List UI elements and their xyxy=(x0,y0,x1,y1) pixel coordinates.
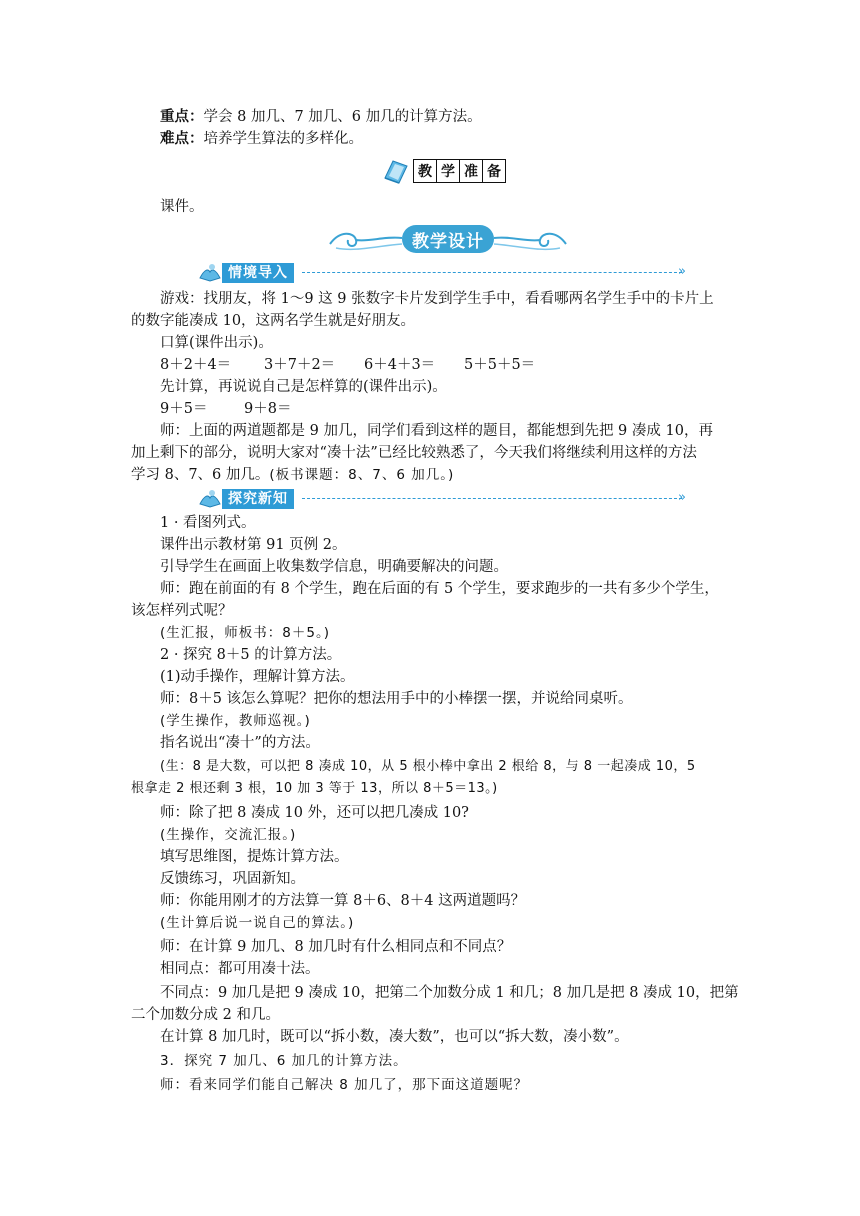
design-title: 教学设计 xyxy=(402,225,494,253)
board-note: (板书课题：8、7、6 加几。) xyxy=(269,467,455,483)
text-line: 课件出示教材第 91 页例 2。 xyxy=(160,537,347,553)
text-line: 反馈练习，巩固新知。 xyxy=(160,871,305,887)
text-line: 2 · 探究 8＋5 的计算方法。 xyxy=(160,647,342,663)
book-icon xyxy=(383,158,409,184)
section-title: 探究新知 xyxy=(222,489,294,509)
text-line: (1)动手操作，理解计算方法。 xyxy=(160,669,355,685)
double-chevron-icon: » xyxy=(678,490,686,505)
text-line: 二个加数分成 2 和几。 xyxy=(131,1007,280,1023)
design-banner xyxy=(326,222,570,258)
equation: 6＋4＋3＝ xyxy=(364,357,436,373)
text-line: 师：除了把 8 凑成 10 外，还可以把几凑成 10? xyxy=(160,805,469,821)
key-point-text: 学会 8 加几、7 加几、6 加几的计算方法。 xyxy=(203,109,482,125)
text-line: 加上剩下的部分，说明大家对“凑十法”已经比较熟悉了，今天我们将继续利用这样的方法 xyxy=(131,445,697,461)
text-line: (学生操作，教师巡视。) xyxy=(160,713,311,729)
difficulty-text: 培养学生算法的多样化。 xyxy=(203,131,363,147)
text-line: 1 · 看图列式。 xyxy=(160,515,256,531)
text-line: 3．探究 7 加几、6 加几的计算方法。 xyxy=(160,1053,408,1069)
prep-banner xyxy=(383,156,506,186)
text-line: (生：8 是大数，可以把 8 凑成 10，从 5 根小棒中拿出 2 根给 8，与 8 一起凑成 10，5 xyxy=(160,759,696,774)
text-line xyxy=(131,464,741,486)
open-book-icon xyxy=(198,262,222,284)
difficulty-label: 难点： xyxy=(160,130,204,147)
text-line: 填写思维图，提炼计算方法。 xyxy=(160,849,349,865)
equation: 3＋7＋2＝ xyxy=(264,357,336,373)
text-line: 师：上面的两道题都是 9 加几，同学们看到这样的题目，都能想到先把 9 凑成 10，再 xyxy=(160,423,713,439)
equation: 9＋5＝ xyxy=(160,401,208,417)
prep-char: 教 xyxy=(414,160,437,182)
text-line: 师：8＋5 该怎么算呢？把你的想法用手中的小棒摆一摆，并说给同桌听。 xyxy=(160,691,633,707)
difficulty-line xyxy=(160,128,770,150)
text-line: 指名说出“凑十”的方法。 xyxy=(160,735,320,751)
equation: 5＋5＋5＝ xyxy=(464,357,536,373)
text-line: 先计算，再说说自己是怎样算的(课件出示)。 xyxy=(160,379,447,395)
text-line: 不同点：9 加几是把 9 凑成 10，把第二个加数分成 1 和几；8 加几是把 8 凑成 10，把第 xyxy=(160,985,739,1001)
text-line: (生汇报，师板书：8＋5。) xyxy=(160,625,330,641)
text-line: 师：跑在前面的有 8 个学生，跑在后面的有 5 个学生，要求跑步的一共有多少个学生， xyxy=(160,581,719,597)
prep-title xyxy=(413,159,506,183)
double-chevron-icon: » xyxy=(678,264,686,279)
text-line: 该怎样列式呢？ xyxy=(131,603,233,619)
prep-text: 课件。 xyxy=(160,199,204,215)
open-book-icon xyxy=(198,488,222,510)
dashed-divider xyxy=(302,272,682,273)
text-line: 根拿走 2 根还剩 3 根，10 加 3 等于 13，所以 8＋5＝13。) xyxy=(131,781,498,796)
section-title: 情境导入 xyxy=(222,263,294,283)
text-line: 师：看来同学们能自己解决 8 加几了，那下面这道题呢？ xyxy=(160,1077,529,1093)
text-line: 在计算 8 加几时，既可以“拆小数，凑大数”，也可以“拆大数，凑小数”。 xyxy=(160,1029,629,1045)
text-line: 师：在计算 9 加几、8 加几时有什么相同点和不同点？ xyxy=(160,939,512,955)
section-header-explore xyxy=(198,488,698,510)
section-header-intro xyxy=(198,262,698,284)
prep-char: 备 xyxy=(487,164,501,180)
text-line: 师：你能用刚才的方法算一算 8＋6、8＋4 这两道题吗？ xyxy=(160,893,526,909)
equation: 9＋8＝ xyxy=(244,401,292,417)
key-point-label: 重点： xyxy=(160,108,204,125)
dashed-divider xyxy=(302,498,682,499)
text-line: 口算(课件出示)。 xyxy=(160,335,273,351)
prep-char: 准 xyxy=(460,160,483,182)
text-line: 引导学生在画面上收集数学信息，明确要解决的问题。 xyxy=(160,559,508,575)
text-line: (生操作，交流汇报。) xyxy=(160,827,297,843)
text-line: (生计算后说一说自己的算法。) xyxy=(160,915,355,931)
key-point-line xyxy=(160,106,770,128)
text-line: 的数字能凑成 10，这两名学生就是好朋友。 xyxy=(131,313,416,329)
text-line: 相同点：都可用凑十法。 xyxy=(160,961,320,977)
text-segment: 学习 8、7、6 加几。 xyxy=(131,467,270,483)
equation: 8＋2＋4＝ xyxy=(160,357,232,373)
prep-char: 学 xyxy=(437,160,460,182)
text-line: 游戏：找朋友，将 1～9 这 9 张数字卡片发到学生手中，看看哪两名学生手中的卡片上 xyxy=(160,291,714,307)
